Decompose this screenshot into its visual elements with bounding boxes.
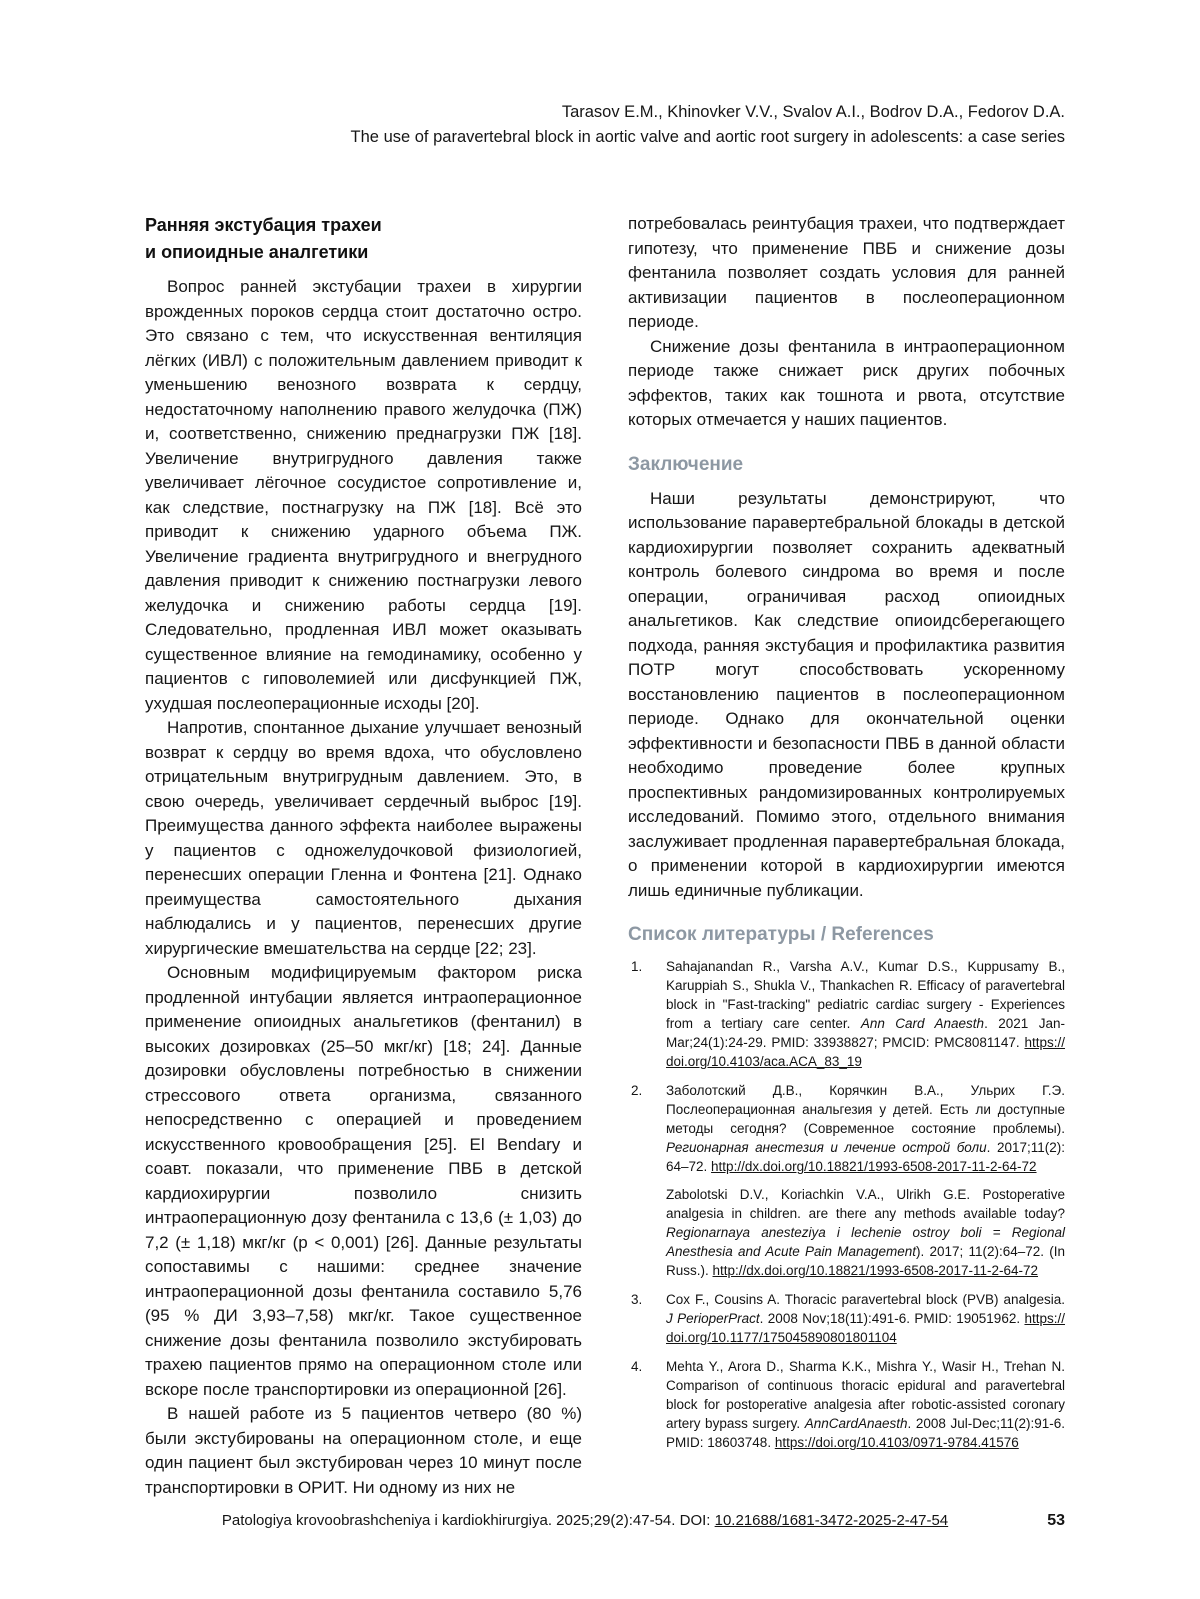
reference-body: [666, 1290, 1065, 1347]
reference-text: [666, 1081, 1065, 1176]
footer-journal-text: Patologiya krovoobrashcheniya i kardiokhirurgiya. 2025;29(2):47-54. DOI:: [221, 1512, 715, 1529]
two-column-body: [145, 212, 1065, 1500]
reference-segment: ). 2017; 11(2):64–72. (In Russ.).: [666, 1244, 1065, 1278]
reference-segment: Zabolotski D.V., Koriachkin V.A., Ulrikh G.E. Postoperative analgesia in children. are there any methods available today?: [666, 1187, 1065, 1221]
section-heading-conclusion: Заключение: [628, 453, 744, 475]
doi-link[interactable]: http://dx.doi.org/10.18821/1993-6508-2017-11-2-64-72: [711, 1159, 1037, 1174]
reference-segment: . 2017;11(2): 64–72.: [666, 1140, 1065, 1174]
running-head-authors: Tarasov E.M., Khinovker V.V., Svalov A.I., Bodrov D.A., Fedorov D.A.: [561, 103, 1065, 121]
page-footer: [145, 1511, 1065, 1531]
references-list: [628, 957, 1065, 1452]
reference-segment: Заболотский Д.В., Корячкин В.А., Ульрих Г.Э. Послеоперационная анальгезия у детей. Есть ли доступные методы сегодня? (Современное состояние проблемы).: [666, 1083, 1065, 1136]
journal-name: Regionarnaya anesteziya i lechenie ostroy boli = Regional Anesthesia and Acute Pain Management: [666, 1225, 1065, 1259]
reference-item: [628, 1357, 1065, 1452]
journal-name: J PerioperPract: [666, 1311, 760, 1326]
doi-link[interactable]: https://doi.org/10.4103/0971-9784.41576: [774, 1435, 1019, 1450]
reference-segment: . 2008 Jul-Dec;11(2):91-6. PMID: 18603748.: [666, 1416, 1065, 1450]
reference-segment: . 2021 Jan-Mar;24(1):24-29. PMID: 33938827; PMCID: PMC8081147.: [666, 1016, 1066, 1050]
page-number: 53: [1047, 1512, 1065, 1529]
paragraph: Напротив, спонтанное дыхание улучшает венозный возврат к сердцу во время вдоха, что обусловлено отрицательным внутригрудным давлением. Это, в свою очередь, увеличивает сердечный выброс [19]. Преимущества данного эффекта наиболее выражены у пациентов с одножелудочковой физиологией, перенесших операции Гленна и Фонтена [21]. Однако преимущества самостоятельного дыхания наблюдались и у пациентов, перенесших другие хирургические вмешательства на сердце [22; 23].: [145, 718, 582, 958]
section-heading-early-extubation: Ранняя экстубация трахеи и опиоидные аналгетики: [145, 215, 382, 262]
reference-body: [666, 957, 1065, 1071]
doi-link[interactable]: http://dx.doi.org/10.18821/1993-6508-2017-11-2-64-72: [712, 1263, 1039, 1278]
reference-item: [628, 1290, 1065, 1347]
paragraph: В нашей работе из 5 пациентов четверо (80 %) были экстубированы на операционном столе, и еще один пациент был экстубирован через 10 минут после транспортировки в ОРИТ. Ни одному из них не: [145, 1404, 582, 1497]
footer-citation: [145, 1511, 1065, 1531]
footer-doi-link[interactable]: 10.21688/1681-3472-2025-2-47-54: [714, 1512, 949, 1529]
reference-segment: Mehta Y., Arora D., Sharma K.K., Mishra Y., Wasir H., Trehan N. Comparison of continuous thoracic epidural and paravertebral block for postoperative analgesia after robotic-assisted coronary artery bypass surgery.: [666, 1359, 1065, 1431]
reference-body: [666, 1081, 1065, 1280]
reference-item: [628, 957, 1065, 1071]
paragraph: Основным модифицируемым фактором риска продленной интубации является интраоперационное применение опиоидных анальгетиков (фентанил) в высоких дозировках (25–50 мкг/кг) [18; 24]. Данные дозировки обусловлены потребностью в снижении стрессового ответа организма, связанного непосредственно с операцией и проведением искусственного кровообращения [25]. El Bendary и соавт. показали, что применение ПВБ в детской кардиохирургии позволило снизить интраоперационную дозу фентанила с 13,6 (± 1,03) до 7,2 (± 1,18) мкг/кг (p < 0,001) [26]. Данные результаты сопоставимы с нашими: среднее значение интраоперационной дозы фентанила составило 5,76 (95 % ДИ 3,93–7,58) мкг/кг. Такое существенное снижение дозы фентанила позволило экстубировать трахею пациентов прямо на операционном столе или вскоре после транспортировки из операционной [26].: [145, 963, 582, 1399]
reference-text: [666, 1357, 1065, 1452]
doi-link[interactable]: https://doi.org/10.4103/aca.ACA_83_19: [666, 1035, 1065, 1069]
reference-number: 3.: [631, 1292, 643, 1307]
running-head-title: The use of paravertebral block in aortic valve and aortic root surgery in adolescents: a case series: [350, 128, 1065, 146]
paragraph: Наши результаты демонстрируют, что использование паравертебральной блокады в детской кардиохирургии позволяет сохранить адекватный контроль болевого синдрома во время и после операции, ограничивая расход опиоидных анальгетиков. Как следствие опиоидсберегающего подхода, ранняя экстубация и профилактика развития ПОТР могут способствовать ускоренному восстановлению пациентов в послеоперационном периоде. Однако для окончательной оценки эффективности и безопасности ПВБ в данной области необходимо проведение более крупных проспективных рандомизированных контролируемых исследований. Помимо этого, отдельного внимания заслуживает продленная паравертебральная блокада, о применении которой в кардиохирургии имеются лишь единичные публикации.: [628, 488, 1065, 900]
right-column: [628, 212, 1065, 1500]
reference-segment: Sahajanandan R., Varsha A.V., Kumar D.S., Kuppusamy B., Karuppiah S., Shukla V., Thankachen R. Efficacy of paravertebral block in "Fast-tracking" pediatric cardiac surgery - Experiences from a tertiary care center.: [666, 959, 1065, 1031]
reference-number: 1.: [631, 959, 643, 974]
doi-link[interactable]: https://doi.org/10.1177/175045890801801104: [666, 1311, 1065, 1345]
reference-text: [666, 1185, 1065, 1280]
journal-name: Регионарная анестезия и лечение острой боли: [666, 1140, 987, 1155]
reference-body: [666, 1357, 1065, 1452]
reference-segment: . 2008 Nov;18(11):491-6. PMID: 19051962.: [759, 1311, 1025, 1326]
reference-text: [666, 1290, 1065, 1347]
reference-text: [666, 957, 1065, 1071]
left-column: [145, 212, 582, 1500]
paragraph: Снижение дозы фентанила в интраоперационном периоде также снижает риск других побочных эффектов, таких как тошнота и рвота, отсутствие которых отмечается у наших пациентов.: [628, 336, 1065, 429]
paragraph: Вопрос ранней экстубации трахеи в хирургии врожденных пороков сердца стоит достаточно остро. Это связано с тем, что искусственная вентиляция лёгких (ИВЛ) с положительным давлением приводит к уменьшению венозного возврата к сердцу, недостаточному наполнению правого желудочка (ПЖ) и, соответственно, снижению преднагрузки ПЖ [18]. Увеличение внутригрудного давления также увеличивает лёгочное сосудистое сопротивление и, как следствие, постнагрузку на ПЖ [18]. Всё это приводит к снижению ударного объема ПЖ. Увеличение градиента внутригрудного и внегрудного давления приводит к снижению постнагрузки левого желудочка и снижению работы сердца [19]. Следовательно, продленная ИВЛ может оказывать существенное влияние на гемодинамику, особенно у пациентов с гиповолемией или дисфункцией ПЖ, ухудшая послеоперационные исходы [20].: [145, 277, 582, 713]
section-heading-references: Список литературы / References: [628, 924, 934, 945]
journal-name: AnnCardAnaesth: [804, 1416, 908, 1431]
journal-name: Ann Card Anaesth: [860, 1016, 985, 1031]
running-head: [145, 100, 1065, 150]
reference-item: [628, 1081, 1065, 1280]
reference-number: 2.: [631, 1083, 643, 1098]
reference-segment: Cox F., Cousins A. Thoracic paravertebral block (PVB) analgesia.: [666, 1292, 1065, 1307]
paragraph: потребовалась реинтубация трахеи, что подтверждает гипотезу, что применение ПВБ и снижение дозы фентанила позволяет создать условия для ранней активизации пациентов в послеоперационном периоде.: [628, 214, 1065, 331]
reference-number: 4.: [631, 1359, 643, 1374]
